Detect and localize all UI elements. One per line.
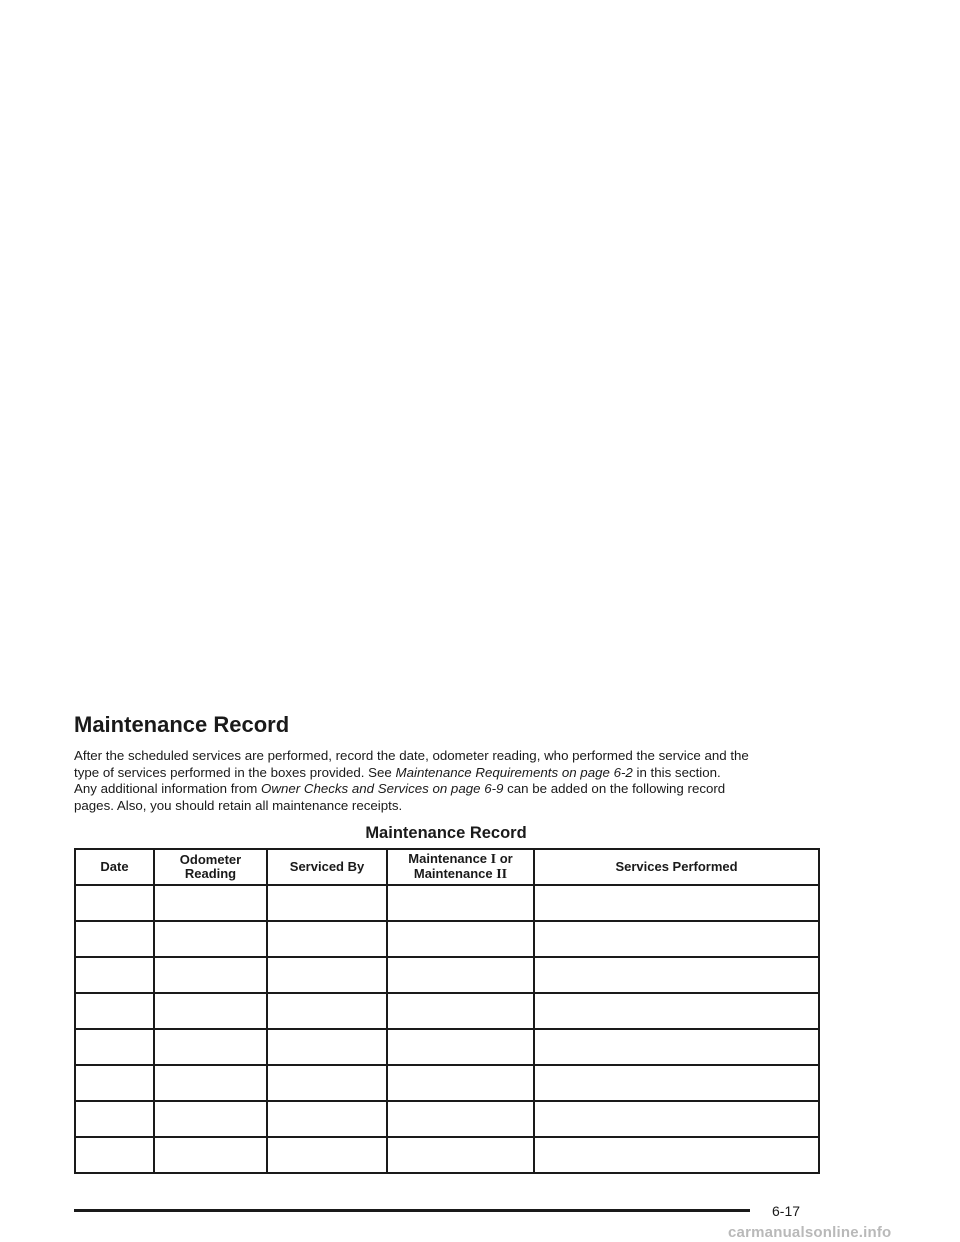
cell-maintenance-type [387,1065,534,1101]
cell-services-performed [534,1101,819,1137]
cell-serviced-by [267,957,387,993]
header-services-performed: Services Performed [534,849,819,885]
cell-maintenance-type [387,1029,534,1065]
intro-paragraph [74,748,834,814]
cell-odometer [154,957,267,993]
header-text: Maintenance [413,866,497,881]
cell-odometer [154,1065,267,1101]
footer-rule [74,1209,750,1212]
cell-date [75,1101,154,1137]
cell-serviced-by [267,1029,387,1065]
cell-odometer [154,1101,267,1137]
intro-text: Any additional information from [74,781,261,796]
cell-date [75,1065,154,1101]
intro-line-2 [74,765,834,782]
intro-line-4: pages. Also, you should retain all maintenance receipts. [74,797,403,813]
intro-line-1: After the scheduled services are performed, record the date, odometer reading, who performed the service and the [74,748,749,763]
cell-serviced-by [267,1101,387,1137]
cell-serviced-by [267,1065,387,1101]
table-row [75,957,819,993]
cell-services-performed [534,1029,819,1065]
cell-maintenance-type [387,993,534,1029]
cell-maintenance-type [387,957,534,993]
table-row [75,1029,819,1065]
cell-maintenance-type [387,1101,534,1137]
cell-odometer [154,921,267,957]
cell-maintenance-type [387,1137,534,1173]
header-odometer-reading [154,849,267,885]
cell-date [75,1137,154,1173]
cell-date [75,921,154,957]
cell-serviced-by [267,885,387,921]
intro-text: type of services performed in the boxes provided. See [74,764,396,780]
header-text: Reading [184,866,237,881]
watermark: carmanualsonline.info [728,1224,892,1241]
cell-odometer [154,993,267,1029]
cell-date [75,957,154,993]
cell-services-performed [534,1137,819,1173]
table-header-row [75,849,819,885]
cell-maintenance-type [387,885,534,921]
cell-date [75,993,154,1029]
cell-serviced-by [267,1137,387,1173]
maintenance-requirements-link[interactable]: Maintenance Requirements on page 6-2 [395,764,633,780]
intro-text: can be added on the following record [503,781,726,796]
cell-odometer [154,1137,267,1173]
table-body [75,885,819,1173]
section-title: Maintenance Record [74,712,290,737]
owner-checks-link[interactable]: Owner Checks and Services on page 6-9 [261,781,504,796]
table-row [75,1101,819,1137]
cell-odometer [154,885,267,921]
intro-text: in this section. [632,764,721,780]
page-number: 6-17 [772,1203,801,1219]
cell-serviced-by [267,921,387,957]
intro-line-3 [74,781,834,798]
cell-date [75,1029,154,1065]
cell-odometer [154,1029,267,1065]
table-row [75,1137,819,1173]
table-row [75,993,819,1029]
header-date: Date [75,849,154,885]
table-row [75,921,819,957]
cell-services-performed [534,1065,819,1101]
header-serviced-by: Serviced By [267,849,387,885]
header-text: Odometer [179,852,242,867]
header-maintenance-type [387,849,534,885]
cell-maintenance-type [387,921,534,957]
table-row [75,1065,819,1101]
table-row [75,885,819,921]
roman-numeral: II [496,867,508,882]
maintenance-record-table [74,848,820,1174]
cell-date [75,885,154,921]
header-text: Maintenance [408,851,491,866]
cell-serviced-by [267,993,387,1029]
cell-services-performed [534,957,819,993]
table-title: Maintenance Record [365,824,527,842]
roman-numeral: I [490,852,497,867]
cell-services-performed [534,921,819,957]
cell-services-performed [534,993,819,1029]
header-text: or [496,851,513,866]
cell-services-performed [534,885,819,921]
